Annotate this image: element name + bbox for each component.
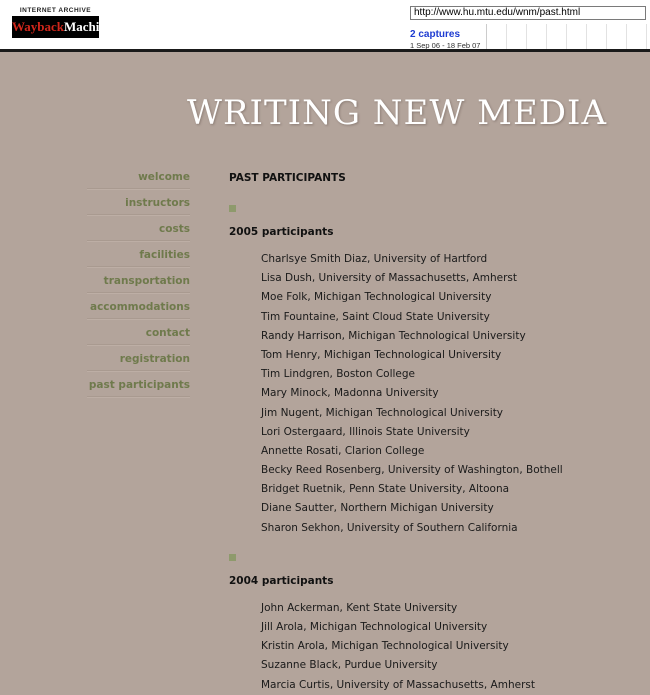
sidebar-link-welcome[interactable]: welcome [138, 171, 190, 183]
site-title: WRITING NEW MEDIA [187, 93, 608, 133]
participant-item: Mary Minock, Madonna University [261, 387, 439, 400]
sidebar-item [87, 190, 190, 215]
participant-item: John Ackerman, Kent State University [261, 601, 458, 614]
sidebar-link-accommodations[interactable]: accommodations [89, 301, 190, 313]
sidebar-link-transportation[interactable]: transportation [103, 275, 190, 287]
wayback-date-range: 1 Sep 06 - 18 Feb 07 [410, 41, 481, 50]
wayback-logo-top: INTERNET ARCHIVE [19, 7, 92, 14]
sidebar-nav [87, 164, 190, 398]
section-heading: 2005 participants [229, 226, 334, 238]
participant-item: Moe Folk, Michigan Technological University [261, 291, 492, 304]
page-heading: PAST PARTICIPANTS [229, 172, 346, 184]
participant-item: Lori Ostergaard, Illinois State University [261, 425, 470, 438]
wayback-url-input[interactable]: http://www.hu.mtu.edu/wnm/past.html [410, 6, 646, 20]
sidebar-item [87, 346, 190, 371]
sidebar-item [87, 216, 190, 241]
wayback-logo[interactable] [12, 6, 113, 40]
participant-item: Diane Sautter, Northern Michigan University [261, 502, 494, 515]
sidebar-item [87, 164, 190, 189]
participant-item: Randy Harrison, Michigan Technological University [261, 329, 526, 342]
section-heading: 2004 participants [229, 574, 334, 587]
sidebar-item [87, 242, 190, 267]
sidebar-link-past-participants[interactable]: past participants [88, 379, 190, 391]
wayback-toolbar [0, 0, 650, 52]
participant-item: Lisa Dush, University of Massachusetts, Amherst [261, 272, 518, 285]
participant-item: Kristin Arola, Michigan Technological University [261, 640, 509, 653]
sidebar-item [87, 268, 190, 293]
participant-item: Jim Nugent, Michigan Technological University [261, 406, 504, 419]
participant-item: Bridget Ruetnik, Penn State University, Altoona [261, 483, 510, 496]
wayback-captures-link[interactable]: 2 captures [410, 29, 461, 40]
sidebar-link-instructors[interactable]: instructors [125, 197, 190, 209]
participant-item: Sharon Sekhon, University of Southern California [261, 521, 518, 534]
sidebar-link-costs[interactable]: costs [159, 223, 190, 235]
sidebar-link-registration[interactable]: registration [119, 353, 190, 365]
participant-item: Tim Lindgren, Boston College [261, 368, 416, 381]
section-bullet [229, 205, 236, 212]
sidebar-link-facilities[interactable]: facilities [139, 249, 190, 261]
sidebar-item [87, 320, 190, 345]
wayback-logo-bottom: WaybackMachine [12, 16, 99, 38]
participant-sections [229, 205, 639, 695]
participant-list [229, 599, 639, 695]
sidebar-link-contact[interactable]: contact [145, 327, 190, 339]
wayback-timeline[interactable] [486, 24, 650, 49]
main-content [229, 172, 639, 695]
sidebar-item [87, 372, 190, 397]
participant-item: Jill Arola, Michigan Technological University [261, 621, 488, 633]
participant-item: Tom Henry, Michigan Technological University [261, 348, 502, 361]
participant-item: Charlsye Smith Diaz, University of Hartford [261, 253, 488, 265]
sidebar-item [87, 294, 190, 319]
participant-item: Annette Rosati, Clarion College [261, 444, 425, 457]
participant-item: Marcia Curtis, University of Massachusetts, Amherst [261, 678, 535, 691]
participant-item: Tim Fountaine, Saint Cloud State University [261, 310, 490, 323]
participant-item: Becky Reed Rosenberg, University of Washington, Bothell [261, 464, 563, 477]
section-bullet [229, 554, 236, 561]
participant-list [229, 250, 639, 538]
participant-item: Suzanne Black, Purdue University [261, 659, 438, 672]
